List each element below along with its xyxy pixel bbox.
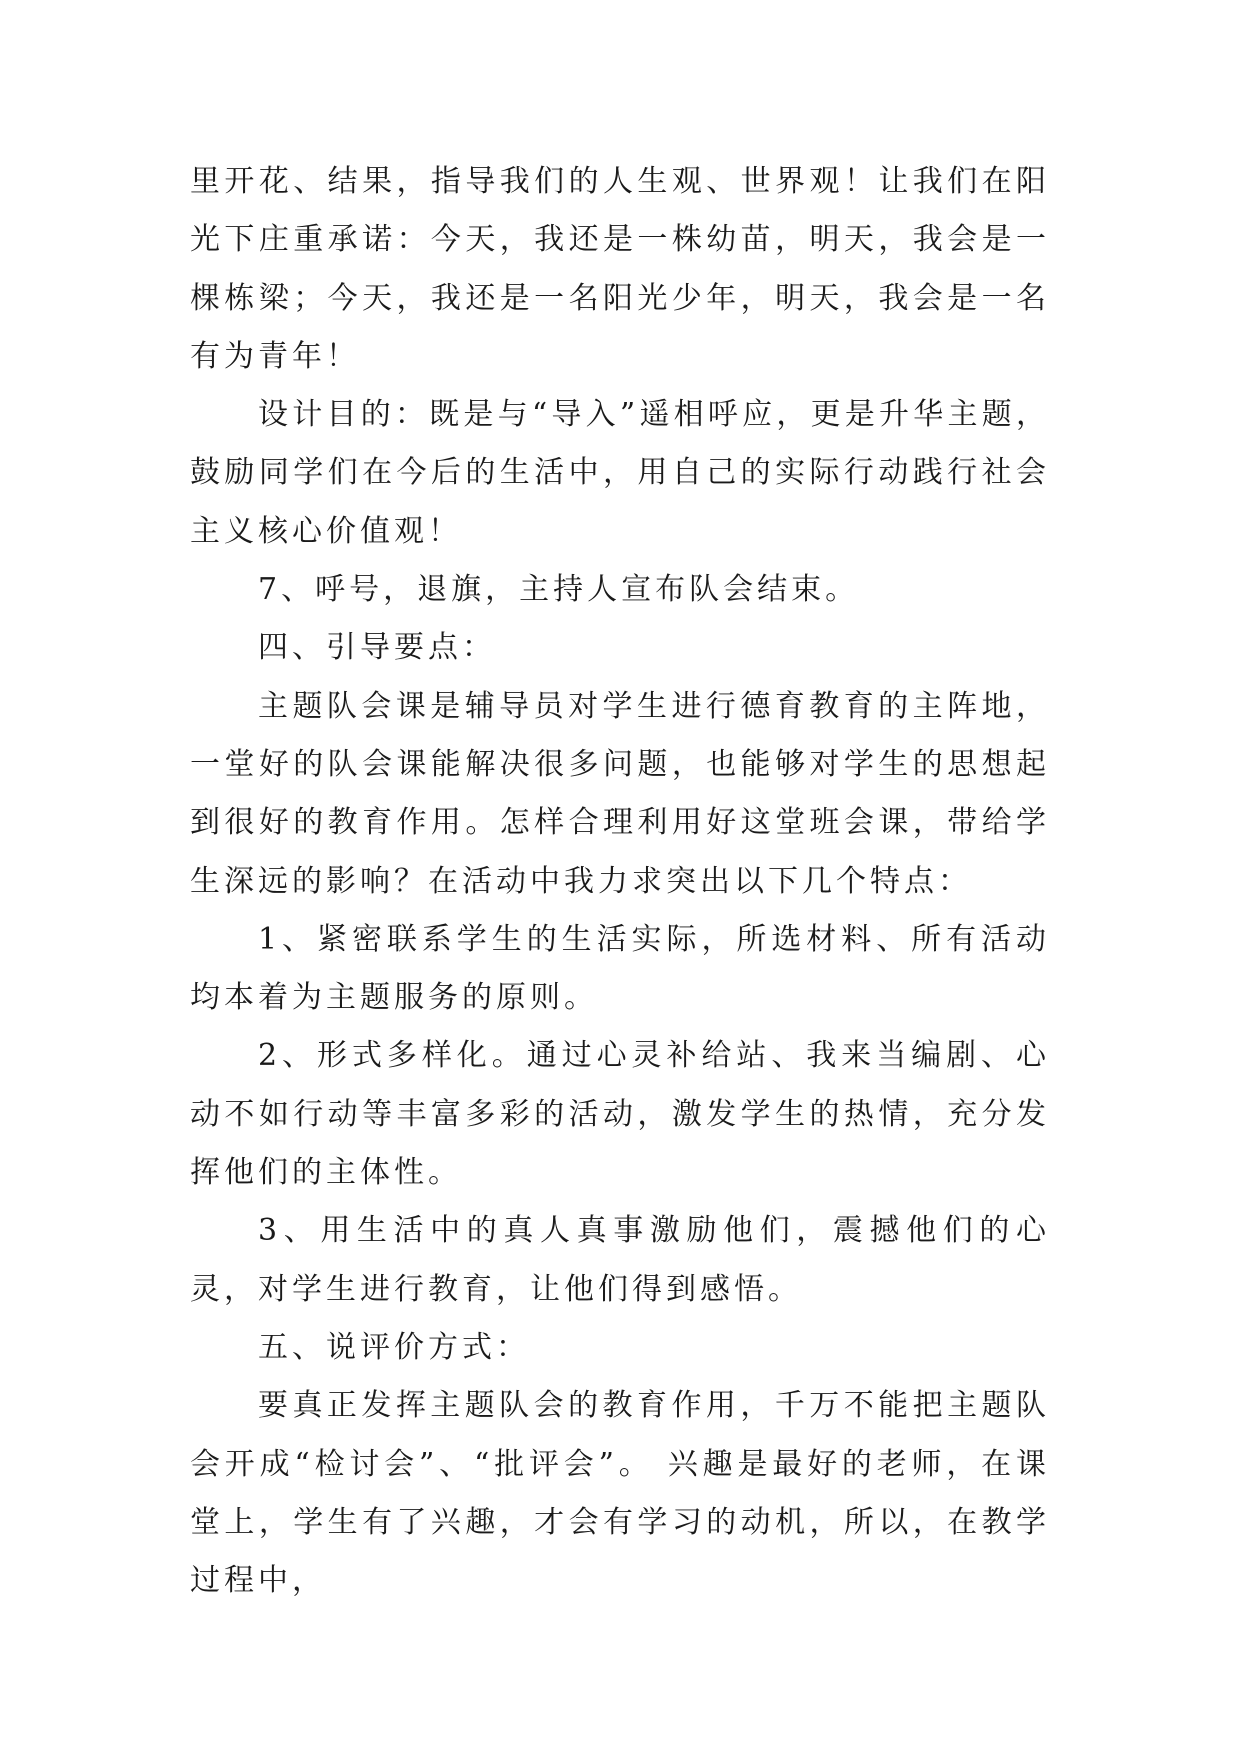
heading-guidance-points: 四、引导要点： (258, 630, 496, 666)
document-body (190, 153, 1050, 1610)
paragraph-evaluation: 要真正发挥主题队会的教育作用，千万不能把主题队会开成“检讨会”、“批评会”。 兴趣是最好的老师，在课堂上，学生有了兴趣，才会有学习的动机，所以，在教学过程中， (190, 1388, 1050, 1599)
paragraph-step-7: 7、呼号，退旗，主持人宣布队会结束。 (258, 572, 860, 608)
paragraph-guidance-intro: 主题队会课是辅导员对学生进行德育教育的主阵地，一堂好的队会课能解决很多问题，也能够对学生的思想起到很好的教育作用。怎样合理利用好这堂班会课，带给学生深远的影响？在活动中我力求突出以下几个特点： (190, 688, 1050, 899)
list-item-1: 1、紧密联系学生的生活实际，所选材料、所有活动均本着为主题服务的原则。 (190, 921, 1050, 1016)
paragraph-continuation: 里开花、结果，指导我们的人生观、世界观！让我们在阳光下庄重承诺：今天，我还是一株幼苗，明天，我会是一棵栋梁；今天，我还是一名阳光少年，明天，我会是一名有为青年！ (190, 164, 1050, 374)
paragraph-design-purpose: 设计目的：既是与“导入”遥相呼应，更是升华主题，鼓励同学们在今后的生活中，用自己的实际行动践行社会主义核心价值观！ (190, 397, 1050, 549)
heading-evaluation-method: 五、说评价方式： (258, 1329, 530, 1365)
list-item-2: 2、形式多样化。通过心灵补给站、我来当编剧、心动不如行动等丰富多彩的活动，激发学生的热情，充分发挥他们的主体性。 (190, 1038, 1050, 1191)
list-item-3: 3、用生活中的真人真事激励他们，震撼他们的心灵，对学生进行教育，让他们得到感悟。 (190, 1213, 1050, 1307)
